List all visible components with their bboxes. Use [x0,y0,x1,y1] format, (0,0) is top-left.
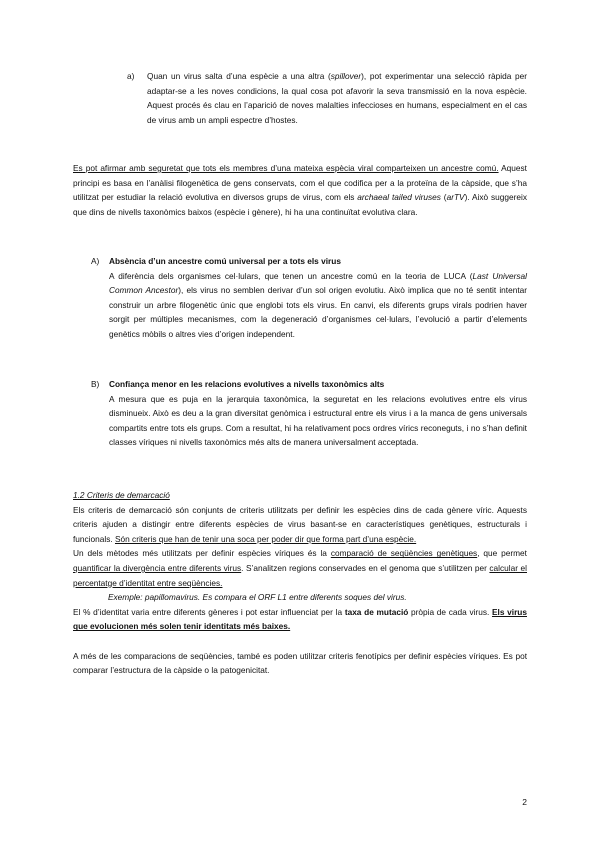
paragraph-text: El % d’identitat varia entre diferents gèneres i pot estar influenciat per la [73,606,345,617]
list-marker-B: B) [91,379,100,389]
section-B [109,377,527,450]
section-A-title: Absència d’un ancestre comú universal per a tots els virus [109,256,341,266]
section-1-2 [73,488,527,678]
paragraph-text: ( [440,192,447,203]
paragraph-text: Aquest principi es basa en l’anàlisi filogenètica de gens conservats, com el que codifica per a la proteïna de la càpside, que s’ha utilitzat per estudiar la relació evolutiva en diversos grups de virus, com els [73,163,527,203]
underlined-phrase: calcular el percentatge d’identitat entre seqüències. [73,562,527,588]
section-A-text: A diferència dels organismes cel·lulars, que tenen un ancestre comú en la teoria de LUCA ( [109,270,473,281]
list-a-term: spillover [330,71,362,81]
bold-term: taxa de mutació [344,606,409,617]
section-B-title: Confiança menor en les relacions evolutives a nivells taxonòmics alts [109,379,385,389]
paragraph-text: , que permet [477,548,527,559]
section-heading: 1.2 Criteris de demarcació [73,490,170,500]
section-A-text: ), els virus no semblen derivar d’un sol origen evolutiu. Això implica que no té sentit intentar construir un arbre filogenètic únic que englobi tots els virus. En canvi, els diferents grups virals podrien haver sorgit per múltiples mecanismes, com la degeneració d’organismes cel·lulars, l’evolució a partir d’elements genètics mòbils o altres vies d’origen independent. [109,285,527,339]
paragraph-text: ). Això suggereix que dins de nivells taxonòmics baixos (espècie i gènere), hi ha una continuïtat evolutiva clara. [73,192,527,217]
underlined-phrase: comparació de seqüències genètiques [330,548,478,559]
underlined-phrase: quantificar la divergència entre diferents virus [73,562,242,573]
list-item-a [147,69,527,127]
section-A [109,254,527,342]
term-luca: Last Universal Common Ancestor [109,270,527,296]
section-B-text: A mesura que es puja en la jerarquia taxonòmica, la seguretat en les relacions evolutives entre els virus disminueix. Això es deu a la gran diversitat genòmica i estructural entre els virus i a la manca de gens universals compartits entre tots els grups. Com a resultat, hi ha relativament pocs ordres vírics reconeguts, i no s’han definit classes víriques ni nivells taxonòmics més alts de manera universalment acceptada. [109,393,527,448]
paragraph-text: . S’analitzen regions conservades en el genoma que s’utilitzen per [241,562,490,573]
term-archaeal: archaeal tailed viruses [357,192,441,203]
paragraph-ancestor [73,161,527,219]
term-artv: arTV [446,192,465,203]
page-number: 2 [522,797,527,807]
bold-underlined-statement: Els virus que evolucionen més solen tenir identitats més baixes. [73,606,527,632]
example-line: Exemple: papillomavirus. Es compara el ORF L1 entre diferents soques del virus. [108,592,407,603]
list-marker-A: A) [91,256,100,266]
list-a-text-2: ), pot experimentar una selecció ràpida per adaptar-se a les noves condicions, la qual cosa pot afavorir la seva transmissió en la nova espècie. Aquest procés és clau en l’aparició de noves malalties infeccioses en humans, especialment en el cas de virus amb un ampli espectre d’hostes. [147,71,527,125]
paragraph-text: Els criteris de demarcació són conjunts de criteris utilitzats per definir les espècies dins de cada gènere víric. Aquests criteris ajuden a distingir entre diferents espècies de virus basant-se en característiques genètiques, estructurals i funcionals. [73,504,527,544]
paragraph-text: Un dels mètodes més utilitzats per definir espècies víriques és la [73,548,331,559]
underlined-statement: Es pot afirmar amb seguretat que tots els membres d’una mateixa espècia viral comparteixen un ancestre comú. [73,163,499,173]
list-a-text-1: Quan un virus salta d’una espècie a una altra ( [147,71,331,81]
underlined-statement: Són criteris que han de tenir una soca per poder dir que forma part d’una espècie. [114,533,417,544]
list-marker-a: a) [127,71,135,81]
paragraph-text: pròpia de cada virus. [408,606,492,617]
paragraph-phenotypic: A més de les comparacions de seqüències, també es poden utilitzar criteris fenotípics per definir espècies víriques. Es pot comparar l’estructura de la càpside o la patogenicitat. [73,650,527,676]
